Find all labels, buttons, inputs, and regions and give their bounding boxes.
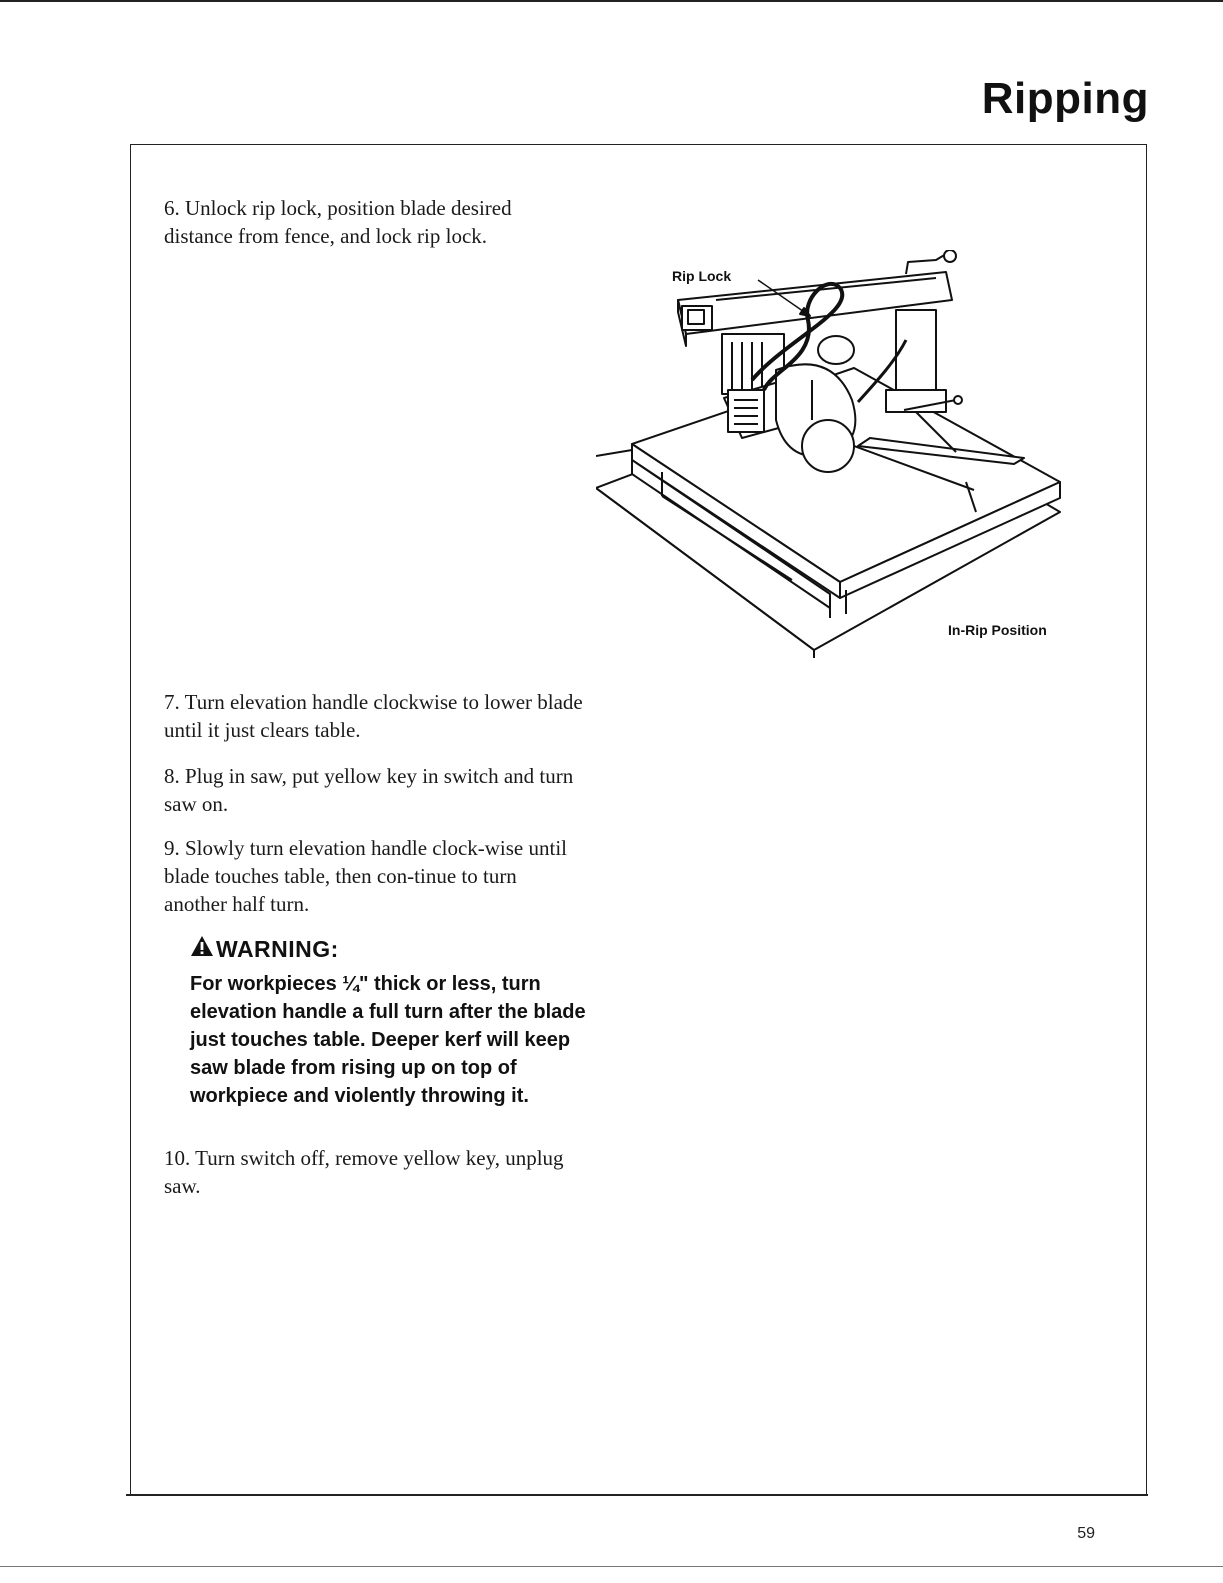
step-8: 8. Plug in saw, put yellow key in switch and turn saw on. [164,764,574,816]
step-6: 6. Unlock rip lock, position blade desired distance from fence, and lock rip lock. [164,196,512,248]
top-rule [0,0,1223,2]
figure-caption: In-Rip Position [948,622,1047,638]
warning-text: For workpieces ¼" thick or less, turn elevation handle a full turn after the blade just touches table. Deeper kerf will keep saw blade from rising up on top of workpiece and violently throwing it. [190,973,586,1107]
page-number: 59 [1077,1525,1095,1542]
frame-bottom-rule [126,1494,1148,1496]
step-10: 10. Turn switch off, remove yellow key, unplug saw. [164,1146,564,1198]
bottom-rule [0,1566,1223,1567]
rip-lock-callout: Rip Lock [672,268,732,284]
step-9: 9. Slowly turn elevation handle clock-wise until blade touches table, then con-tinue to turn another half turn. [164,836,567,916]
warning-triangle-icon [190,934,214,964]
step-7: 7. Turn elevation handle clockwise to lower blade until it just clears table. [164,690,583,742]
warning-label: WARNING: [216,935,339,962]
page-title: Ripping [981,74,1149,123]
radial-arm-saw-illustration [596,250,1096,670]
warning-heading [190,934,339,964]
